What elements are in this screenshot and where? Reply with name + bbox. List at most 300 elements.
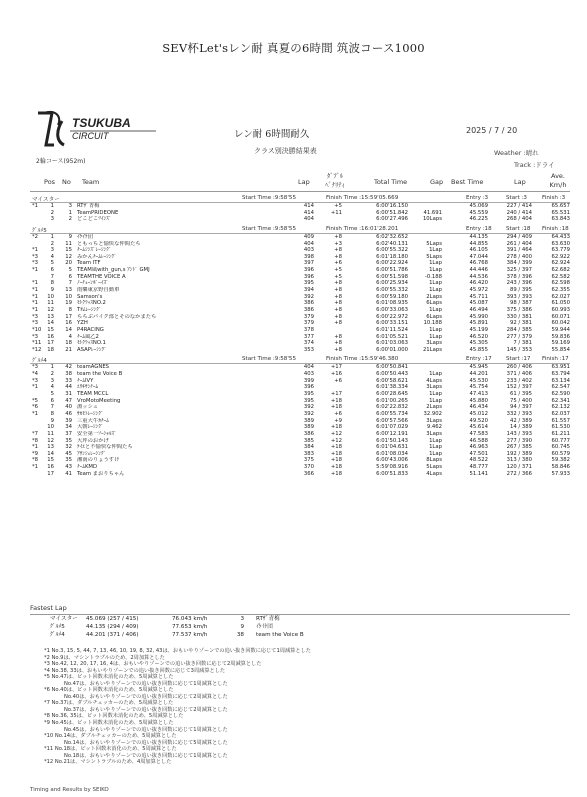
table-row <box>30 340 570 347</box>
total-time: 6:00'50.443 <box>376 371 408 378</box>
best-lap: 98 / 387 <box>509 300 532 307</box>
team-name: Team まおりちゃん <box>77 470 125 477</box>
position: 3 <box>50 247 54 254</box>
best-lap: 332 / 393 <box>506 410 532 417</box>
gap: 1Lap <box>429 306 442 313</box>
double-penalty: +8 <box>334 300 342 307</box>
gap: 8Laps <box>426 457 442 464</box>
team-name: Samson's <box>77 293 103 300</box>
car-number: 34 <box>65 424 72 431</box>
team-name: TeamPRIDEONE <box>77 209 119 216</box>
team-name: ｻｶﾓﾄﾚｰｼﾝｸﾞ <box>77 410 104 417</box>
position: 15 <box>47 326 54 333</box>
table-row <box>30 234 570 241</box>
car-number: 3 <box>68 203 72 209</box>
best-time: 45.972 <box>469 287 488 294</box>
average-speed: 62.132 <box>551 404 570 411</box>
best-lap: 92 / 381 <box>509 320 532 327</box>
laps: 404 <box>303 364 314 371</box>
total-time: 6:00'33.151 <box>376 320 408 327</box>
fl-car-number: 3 <box>240 616 244 622</box>
average-speed: 62.037 <box>551 410 570 417</box>
fastest-lap-row <box>30 615 570 623</box>
penalty-ref: *5 <box>32 397 39 404</box>
course-label: 2輪コース(952m) <box>36 158 86 165</box>
best-time: 45.087 <box>469 300 488 307</box>
position: 13 <box>47 313 54 320</box>
col-pos: Pos <box>44 178 56 186</box>
best-time: 45.754 <box>469 384 488 391</box>
penalty-ref: *3 <box>32 253 39 260</box>
team-name: ともっちと愉快な仲間たち <box>77 240 141 247</box>
double-penalty: +18 <box>330 450 342 457</box>
best-lap: 192 / 389 <box>506 450 532 457</box>
position: 1 <box>50 233 54 240</box>
fastest-lap-section <box>30 604 570 639</box>
best-time: 45.614 <box>469 424 488 431</box>
penalty-note: *1 No.3, 15, 5, 44, 7, 13, 46, 10, 19, 8, 32, 43は、おもいやりゾーンでの追い抜き回数に応じて1周減算とした <box>44 648 311 654</box>
double-penalty: +8 <box>334 280 342 287</box>
double-penalty: +9 <box>334 417 342 424</box>
double-penalty: +8 <box>334 320 342 327</box>
laps: 414 <box>303 209 314 216</box>
double-penalty: +18 <box>330 457 342 464</box>
double-penalty: +12 <box>330 437 342 444</box>
laps: 386 <box>303 430 314 437</box>
car-number: 37 <box>65 430 72 437</box>
penalty-note: *12 No.21は、マシントラブルのため、4周加算とした <box>44 759 172 766</box>
position: 14 <box>47 450 54 457</box>
best-lap: 7 / 381 <box>513 340 532 347</box>
table-row <box>30 216 570 223</box>
fl-speed: 77.653 km/h <box>172 624 208 630</box>
gap: 1Lap <box>429 267 442 274</box>
best-lap: 227 / 414 <box>506 203 532 209</box>
position: 6 <box>50 267 54 274</box>
team-name: 安全第一ｿｰｼｬﾙｽﾞ <box>77 430 117 437</box>
race-subtitle: クラス別決勝結果表 <box>254 147 317 155</box>
total-time: 6:00'43.006 <box>376 457 408 464</box>
fl-car-number: 38 <box>236 632 244 638</box>
fl-class-name: マイスター <box>50 616 78 622</box>
best-time: 46.434 <box>469 404 488 411</box>
class-entry: Entry :3 <box>466 195 489 201</box>
best-time: 45.069 <box>469 203 488 209</box>
penalty-note: *2 No.9は、マシントラブルのため、2周加算とした <box>44 654 165 661</box>
gap: 1Lap <box>429 397 442 404</box>
best-lap: 277 / 390 <box>506 437 532 444</box>
double-penalty: +5 <box>334 267 342 274</box>
penalty-ref: *8 <box>32 457 39 464</box>
penalty-ref: *1 <box>32 306 39 313</box>
table-row <box>30 274 570 281</box>
col-team: Team <box>82 178 100 186</box>
gap: 21Laps <box>422 346 442 353</box>
total-time: 6:01'07.029 <box>376 424 408 431</box>
laps: 409 <box>303 233 314 240</box>
best-lap: 89 / 395 <box>509 287 532 294</box>
results-table <box>30 170 570 477</box>
double-penalty: +8 <box>334 346 342 353</box>
table-row <box>30 438 570 445</box>
double-penalty: +8 <box>334 287 342 294</box>
position: 6 <box>50 397 54 404</box>
team-name: YZH <box>77 320 88 327</box>
car-number: 38 <box>65 371 72 378</box>
position: 2 <box>50 371 54 378</box>
laps: 370 <box>303 464 314 471</box>
table-row <box>30 267 570 274</box>
fastest-lap-title: Fastest Lap <box>30 604 570 615</box>
position: 5 <box>50 260 54 267</box>
best-time: 45.559 <box>469 209 488 216</box>
double-penalty: +17 <box>330 391 342 398</box>
table-row <box>30 471 570 478</box>
best-time: 46.963 <box>469 444 488 451</box>
car-number: 16 <box>65 320 72 327</box>
best-lap: 243 / 396 <box>506 280 532 287</box>
best-lap: 284 / 385 <box>506 326 532 333</box>
gap: 3Laps <box>426 430 442 437</box>
fastest-lap-row <box>30 631 570 639</box>
double-penalty: +18 <box>330 464 342 471</box>
penalty-ref: *1 <box>32 203 39 209</box>
position: 18 <box>47 346 54 353</box>
laps: 378 <box>303 326 314 333</box>
col-bp-top: ﾀﾞﾌﾞﾙ <box>326 172 344 180</box>
position: 9 <box>50 417 54 424</box>
team-name: ASAPﾚｰｼﾝｸﾞ <box>77 346 107 353</box>
penalty-ref: *3 <box>32 320 39 327</box>
gap: 1Lap <box>429 260 442 267</box>
total-time: 6:00'51.786 <box>376 267 408 274</box>
laps: 383 <box>303 450 314 457</box>
penalty-note: No.14は、おもいやりゾーンでの追い抜き回数に応じて5周減算とした <box>64 739 228 746</box>
double-penalty: +8 <box>334 340 342 347</box>
position: 9 <box>50 287 54 294</box>
laps: 379 <box>303 313 314 320</box>
team-name: P4RACING <box>77 326 104 333</box>
best-lap: 277 / 379 <box>506 333 532 340</box>
team-name: ﾁｰﾑｼﾝｽﾞﾚｰｼﾝｸﾞ <box>77 247 112 254</box>
best-lap: 143 / 393 <box>506 430 532 437</box>
team-name: 大朝ﾚｰｼﾝｸﾞ <box>77 424 104 431</box>
position: 17 <box>47 470 54 477</box>
class-start: Start :18 <box>506 225 531 232</box>
best-lap: 14 / 389 <box>509 424 532 431</box>
column-header-row <box>30 170 570 192</box>
average-speed: 65.657 <box>551 203 570 209</box>
laps: 392 <box>303 410 314 417</box>
total-time: 6:01'00.265 <box>376 397 408 404</box>
penalty-note: *11 No.18は、ピット回数未消化のため、5周減算とした <box>44 746 177 753</box>
class-start-time: Start Time :9:58'55 <box>242 225 297 232</box>
laps: 414 <box>303 203 314 209</box>
laps: 379 <box>303 320 314 327</box>
team-name: TEAM風with_gun,s ｱﾝﾄﾞ GMJ <box>77 267 150 274</box>
average-speed: 63.779 <box>551 247 570 254</box>
team-name: Team ITF <box>77 260 101 267</box>
penalty-note: *8 No.36, 35は、ピット回数未消化のため、5周減算とした <box>44 713 184 720</box>
table-row <box>30 260 570 267</box>
laps: 404 <box>303 216 314 223</box>
table-row <box>30 451 570 458</box>
best-time: 47.501 <box>469 450 488 457</box>
position: 4 <box>50 384 54 391</box>
team-name: 湘南のりょうすけ <box>77 457 120 464</box>
laps: 389 <box>303 417 314 424</box>
penalty-ref: *6 <box>32 404 39 411</box>
gap: 5Laps <box>426 464 442 471</box>
car-number: 21 <box>65 346 72 353</box>
gap: 3Laps <box>426 417 442 424</box>
best-time: 44.135 <box>469 233 488 240</box>
team-name: 三重大牛ｶﾁｰﾑ <box>77 417 109 424</box>
car-number: 20 <box>65 260 72 267</box>
best-lap: 378 / 396 <box>506 273 532 280</box>
table-row <box>30 418 570 425</box>
total-time: 6:00'27.496 <box>376 216 408 223</box>
car-number: 35 <box>65 457 72 464</box>
penalty-ref: *1 <box>32 410 39 417</box>
team-name: 淵ッシュ <box>77 404 99 411</box>
car-number: 6 <box>68 273 72 280</box>
best-lap: 393 / 393 <box>506 293 532 300</box>
col-total-time: Total Time <box>374 178 408 186</box>
position: 2 <box>50 240 54 247</box>
position: 10 <box>47 424 54 431</box>
team-name: Tｵﾑﾚｰｼﾝｸﾞ <box>77 306 102 313</box>
team-name: TEAM MCCL <box>77 391 109 398</box>
team-name: ｹｲｴと不愉快な仲間たち <box>77 444 133 451</box>
team-name: 大坪のおかげ <box>77 437 109 444</box>
class-header <box>30 194 570 203</box>
position: 15 <box>47 457 54 464</box>
average-speed: 58.846 <box>551 464 570 471</box>
average-speed: 60.579 <box>551 450 570 457</box>
total-time: 6:01'08.935 <box>376 300 408 307</box>
car-number: 32 <box>65 444 72 451</box>
total-time: 6:00'55.734 <box>376 410 408 417</box>
class-finish-time: Finish Time :16:01'28.201 <box>326 225 399 232</box>
penalty-note: *5 No.47は、ピット回数未消化のため、5周減算とした <box>44 674 174 681</box>
best-time: 46.588 <box>469 437 488 444</box>
laps: 396 <box>303 273 314 280</box>
car-number: 19 <box>65 300 72 307</box>
average-speed: 63.843 <box>551 216 570 223</box>
table-row <box>30 464 570 471</box>
car-number: 35 <box>65 437 72 444</box>
double-penalty: +8 <box>334 313 342 320</box>
track-condition: Track :ドライ <box>514 161 555 169</box>
best-time: 45.945 <box>469 364 488 371</box>
average-speed: 63.951 <box>551 364 570 371</box>
average-speed: 55.854 <box>551 346 570 353</box>
gap: 10Laps <box>422 216 442 223</box>
car-number: 43 <box>65 464 72 471</box>
fl-team-name: team the Voice B <box>256 632 304 638</box>
car-number: 7 <box>68 280 72 287</box>
best-time: 46.494 <box>469 306 488 313</box>
best-time: 45.880 <box>469 397 488 404</box>
best-lap: 384 / 399 <box>506 260 532 267</box>
average-speed: 57.933 <box>551 470 570 477</box>
car-number: 44 <box>65 384 72 391</box>
car-number: 11 <box>65 240 72 247</box>
position: 14 <box>47 320 54 327</box>
penalty-note: No.45は、おもいやりゾーンでの追い抜き回数に応じて1周減算とした <box>64 726 228 733</box>
gap: 3Laps <box>426 384 442 391</box>
position: 2 <box>50 209 54 216</box>
best-lap: 145 / 353 <box>506 346 532 353</box>
penalty-ref: *2 <box>32 233 39 240</box>
penalty-ref: *9 <box>32 450 39 457</box>
double-penalty: +8 <box>334 247 342 254</box>
col-no: No <box>62 178 71 186</box>
table-row <box>30 334 570 341</box>
table-row <box>30 364 570 371</box>
best-lap: 313 / 380 <box>506 457 532 464</box>
best-time: 45.305 <box>469 340 488 347</box>
best-lap: 152 / 397 <box>506 384 532 391</box>
team-name: 雨樂東京野自動車 <box>77 287 120 294</box>
col-double-penalty <box>324 172 346 190</box>
car-number: 5 <box>68 267 72 274</box>
car-number: 18 <box>65 340 72 347</box>
total-time: 6:00'25.934 <box>376 280 408 287</box>
double-penalty: +18 <box>330 397 342 404</box>
table-row <box>30 241 570 248</box>
best-lap: 294 / 409 <box>506 233 532 240</box>
average-speed: 60.071 <box>551 313 570 320</box>
logo-sub-text: CIRCUIT <box>72 131 109 141</box>
total-time: 6:01'18.180 <box>376 253 408 260</box>
penalty-note: *9 No.45は、ピット回数未消化のため、5周減算とした <box>44 720 174 727</box>
total-time: 6:02'22.832 <box>376 404 408 411</box>
double-penalty: +16 <box>330 371 342 378</box>
gap: 3Laps <box>426 340 442 347</box>
table-row <box>30 327 570 334</box>
best-lap: 75 / 400 <box>509 397 532 404</box>
best-lap: 61 / 395 <box>509 391 532 398</box>
total-time: 6:00'51.833 <box>376 470 408 477</box>
class-name: ｸﾞﾙﾒ5 <box>32 227 47 234</box>
best-lap: 278 / 400 <box>506 253 532 260</box>
average-speed: 62.598 <box>551 280 570 287</box>
car-number: 17 <box>65 313 72 320</box>
total-time: 6:00'58.621 <box>376 377 408 384</box>
position: 5 <box>50 391 54 398</box>
gap: 2Laps <box>426 404 442 411</box>
table-row <box>30 307 570 314</box>
double-penalty: +18 <box>330 444 342 451</box>
gap: 1Lap <box>429 444 442 451</box>
col-best-time: Best Time <box>451 178 484 186</box>
best-time: 45.855 <box>469 346 488 353</box>
penalty-note: No.37は、おもいやりゾーンでの追い抜き回数に応じて2周減算とした <box>64 706 228 713</box>
double-penalty: +18 <box>330 404 342 411</box>
laps: 384 <box>303 444 314 451</box>
best-lap: 120 / 371 <box>506 464 532 471</box>
class-finish: Finish :18 <box>542 225 569 232</box>
double-penalty: +17 <box>330 364 342 371</box>
average-speed: 62.355 <box>551 287 570 294</box>
laps: 386 <box>303 300 314 307</box>
average-speed: 59.944 <box>551 326 570 333</box>
gap: 1Lap <box>429 326 442 333</box>
table-row <box>30 254 570 261</box>
best-time: 47.583 <box>469 430 488 437</box>
class-container <box>30 194 570 477</box>
best-time: 48.522 <box>469 457 488 464</box>
total-time: 6:00'28.645 <box>376 391 408 398</box>
position: 4 <box>50 253 54 260</box>
total-time: 6:01'38.334 <box>376 384 408 391</box>
penalty-ref: *11 <box>32 340 42 347</box>
total-time: 5:59'08.916 <box>376 464 408 471</box>
total-time: 6:01'05.521 <box>376 333 408 340</box>
team-name: teamAGNES <box>77 364 110 371</box>
average-speed: 61.557 <box>551 417 570 424</box>
table-row <box>30 424 570 431</box>
total-time: 6:02'40.131 <box>376 240 408 247</box>
gap: -0.188 <box>424 273 442 280</box>
table-row <box>30 378 570 385</box>
class-finish: Finish :3 <box>542 195 566 201</box>
penalty-ref: *10 <box>32 326 42 333</box>
laps: 395 <box>303 391 314 398</box>
class-block <box>30 355 570 477</box>
best-time: 46.768 <box>469 260 488 267</box>
penalty-note: No.47は、おもいやりゾーンでの追い抜き回数に応じて1周減算とした <box>64 680 228 687</box>
best-lap: 391 / 464 <box>506 247 532 254</box>
class-finish: Finish :17 <box>542 356 569 363</box>
team-name: どこどこﾂｲﾝｽﾞ <box>77 216 112 223</box>
col-gap: Gap <box>430 178 444 186</box>
best-time: 47.044 <box>469 253 488 260</box>
penalty-note: *4 No.38, 33は、おもいやりゾーンでの追い抜き回数に応じて3周減算とした <box>44 667 226 674</box>
total-time: 6:01'03.063 <box>376 340 408 347</box>
position: 3 <box>50 216 54 223</box>
table-row <box>30 287 570 294</box>
average-speed: 62.682 <box>551 267 570 274</box>
double-penalty: +8 <box>334 293 342 300</box>
table-row <box>30 371 570 378</box>
team-name: ﾓﾄｸﾗｯｽNO.2 <box>77 300 106 307</box>
position: 1 <box>50 364 54 371</box>
best-lap: 325 / 397 <box>506 267 532 274</box>
best-time: 45.711 <box>469 293 488 300</box>
fastest-lap-rows <box>30 615 570 639</box>
total-time: 6:00'16.150 <box>376 203 408 209</box>
gap: 4Laps <box>426 470 442 477</box>
table-row <box>30 404 570 411</box>
laps: 353 <box>303 346 314 353</box>
average-speed: 60.042 <box>551 320 570 327</box>
gap: 6Laps <box>426 313 442 320</box>
table-row <box>30 398 570 405</box>
best-time: 45.990 <box>469 313 488 320</box>
laps: 392 <box>303 293 314 300</box>
total-time: 6:00'51.842 <box>376 209 408 216</box>
position: 7 <box>50 404 54 411</box>
best-lap: 260 / 406 <box>506 364 532 371</box>
average-speed: 63.630 <box>551 240 570 247</box>
penalty-ref: *1 <box>32 464 39 471</box>
car-number: 13 <box>65 287 72 294</box>
race-title: レン耐 6時間耐久 <box>234 129 310 140</box>
car-number: 33 <box>65 377 72 384</box>
